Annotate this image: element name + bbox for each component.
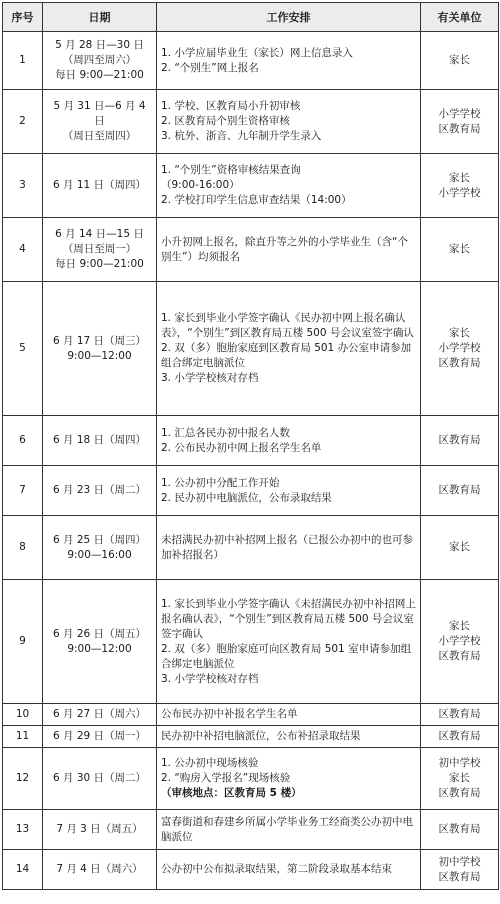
row-units-line: 区教育局 (438, 484, 481, 496)
row-tasks-line: 2. 区教育局个别生资格审核 (161, 115, 290, 127)
row-number: 10 (3, 704, 43, 726)
row-tasks-line: 富春街道和春建乡所属小学毕业务工经商类公办初中电脑派位 (161, 815, 413, 843)
row-tasks-line: 未招满民办初中补招网上报名（已报公办初中的也可参加补招报名） (161, 533, 413, 561)
row-units-line: 区教育局 (438, 823, 481, 835)
row-units-line: 小学学校 (438, 107, 481, 120)
row-tasks-line: 小升初网上报名，除直升等之外的小学毕业生（含“个别生”）均须报名 (161, 235, 408, 263)
row-date-line: 6 月 23 日（周二） (52, 484, 147, 496)
row-units (421, 810, 499, 850)
row-tasks-line: 2. 学校打印学生信息审查结果（14:00） (161, 194, 352, 206)
row-date-line: 7 月 3 日（周五） (56, 823, 143, 835)
row-units-line: 初中学校 (438, 855, 481, 868)
row-units-line: 家长 (449, 772, 470, 784)
row-date-line: 9:00—12:00 (67, 642, 132, 655)
row-date-line: 5 月 28 日—30 日 (55, 39, 144, 51)
row-units-line: 初中学校 (438, 757, 481, 769)
row-tasks (157, 90, 421, 154)
row-tasks-line: 公办初中公布拟录取结果，第二阶段录取基本结束 (161, 863, 392, 875)
row-tasks (157, 810, 421, 850)
row-tasks (157, 32, 421, 90)
row-number: 7 (3, 466, 43, 516)
row-tasks-line: 3. 小学学校核对存档 (161, 672, 259, 685)
row-date (43, 154, 157, 218)
row-units-line: 区教育局 (438, 730, 481, 742)
row-date (43, 218, 157, 282)
row-units-line: 小学学校 (438, 342, 481, 354)
row-tasks-line: 2. 双（多）胞胎家庭到区教育局 501 办公室申请参加组合绑定电脑派位 (161, 342, 412, 369)
row-date (43, 90, 157, 154)
row-number: 12 (3, 748, 43, 810)
row-date-line: 每日 9:00—21:00 (55, 258, 144, 270)
table-row (3, 218, 499, 282)
row-units (421, 90, 499, 154)
row-date-line: 7 月 4 日（周六） (56, 863, 143, 875)
row-date-line: 6 月 11 日（周四） (52, 179, 147, 191)
row-number: 6 (3, 416, 43, 466)
header-date: 日期 (43, 3, 157, 32)
table-row (3, 282, 499, 416)
row-units-line: 家长 (449, 541, 470, 553)
row-number: 4 (3, 218, 43, 282)
row-tasks (157, 704, 421, 726)
row-date-line: 6 月 30 日（周二） (52, 772, 147, 784)
row-number: 8 (3, 516, 43, 580)
row-units (421, 748, 499, 810)
row-tasks (157, 282, 421, 416)
row-tasks-line: 公布民办初中补报名学生名单 (161, 708, 298, 720)
row-units (421, 466, 499, 516)
row-tasks-line: 1. 学校、区教育局小升初审核 (161, 100, 301, 112)
row-units (421, 580, 499, 704)
row-tasks-line: 2. 双（多）胞胎家庭可向区教育局 501 室申请参加组合绑定电脑派位 (161, 642, 412, 670)
row-units-line: 家长 (449, 620, 470, 632)
row-date (43, 32, 157, 90)
row-date-line: 6 月 26 日（周五） (52, 627, 147, 640)
row-tasks-line: 3. 小学学校核对存档 (161, 372, 259, 384)
row-units-line: 区教育局 (438, 122, 481, 135)
row-tasks (157, 580, 421, 704)
row-units-line: 区教育局 (438, 357, 481, 369)
table-row (3, 726, 499, 748)
row-tasks-line: （9:00-16:00） (161, 179, 240, 191)
table-row (3, 90, 499, 154)
row-tasks-line: 1. 公办初中分配工作开始 (161, 476, 280, 489)
row-date-line: 5 月 31 日—6 月 4 日 (53, 100, 146, 127)
row-date (43, 416, 157, 466)
table-row (3, 810, 499, 850)
row-number: 1 (3, 32, 43, 90)
table-body (3, 32, 499, 890)
row-date-line: 6 月 25 日（周四） (52, 533, 147, 546)
row-tasks-line: 2. “购房入学报名”现场核验 (161, 772, 291, 784)
row-tasks-line: 1. 公办初中现场核验 (161, 757, 259, 769)
row-number: 11 (3, 726, 43, 748)
row-date-line: （周日至周四） (62, 130, 137, 142)
row-tasks-line: 1. 汇总各民办初中报名人数 (161, 426, 290, 439)
row-date-line: 6 月 17 日（周三） (52, 334, 147, 347)
row-date-line: 6 月 27 日（周六） (52, 708, 147, 720)
row-tasks-line: 3. 杭外、浙音、九年制升学生录入 (161, 130, 322, 142)
row-units-line: 区教育局 (438, 787, 481, 799)
row-units-line: 家长 (449, 54, 470, 66)
row-date (43, 850, 157, 890)
row-date-line: （周日至周一） (62, 243, 137, 255)
row-units-line: 家长 (449, 327, 470, 339)
row-units (421, 416, 499, 466)
row-tasks-line: （审核地点：区教育局 5 楼） (161, 787, 302, 799)
row-tasks-line: 2. 民办初中电脑派位，公布录取结果 (161, 491, 332, 504)
row-units-line: 区教育局 (438, 708, 481, 720)
header-no: 序号 (3, 3, 43, 32)
row-date (43, 704, 157, 726)
row-tasks (157, 218, 421, 282)
row-units (421, 154, 499, 218)
table-row (3, 580, 499, 704)
row-tasks (157, 748, 421, 810)
row-tasks-line: 2. “个别生”网上报名 (161, 61, 259, 74)
row-date (43, 282, 157, 416)
row-units-line: 小学学校 (438, 186, 481, 199)
row-units (421, 850, 499, 890)
row-tasks (157, 466, 421, 516)
header-units: 有关单位 (421, 3, 499, 32)
row-date (43, 580, 157, 704)
row-date (43, 748, 157, 810)
row-date (43, 516, 157, 580)
row-date (43, 726, 157, 748)
row-units (421, 218, 499, 282)
table-row (3, 416, 499, 466)
table-row (3, 32, 499, 90)
row-tasks (157, 726, 421, 748)
row-units-line: 区教育局 (438, 650, 481, 662)
row-date (43, 466, 157, 516)
row-units-line: 家长 (449, 243, 470, 255)
row-tasks-line: 1. 小学应届毕业生（家长）网上信息录入 (161, 46, 353, 59)
row-units-line: 小学学校 (438, 635, 481, 647)
row-number: 14 (3, 850, 43, 890)
row-tasks (157, 416, 421, 466)
row-number: 9 (3, 580, 43, 704)
row-date-line: 9:00—12:00 (67, 349, 132, 362)
row-date-line: （周四至周六） (62, 54, 137, 66)
row-units (421, 282, 499, 416)
header-row (3, 3, 499, 32)
row-number: 13 (3, 810, 43, 850)
row-tasks-line: 1. “个别生”资格审核结果查询 (161, 164, 301, 176)
row-units-line: 区教育局 (438, 870, 481, 883)
row-date (43, 810, 157, 850)
row-date-line: 每日 9:00—21:00 (55, 69, 144, 81)
table-row (3, 154, 499, 218)
row-units-line: 区教育局 (438, 434, 481, 446)
row-date-line: 6 月 14 日—15 日 (55, 228, 144, 240)
row-units (421, 516, 499, 580)
row-units (421, 704, 499, 726)
row-number: 5 (3, 282, 43, 416)
row-tasks (157, 516, 421, 580)
header-tasks: 工作安排 (157, 3, 421, 32)
table-row (3, 850, 499, 890)
row-units (421, 726, 499, 748)
row-tasks-line: 民办初中补招电脑派位，公布补招录取结果 (161, 730, 361, 742)
table-row (3, 704, 499, 726)
schedule-table (2, 2, 499, 890)
row-units (421, 32, 499, 90)
row-date-line: 9:00—16:00 (67, 548, 132, 561)
row-tasks-line: 1. 家长到毕业小学签字确认《未招满民办初中补招网上报名确认表》，“个别生”到区教育局五楼 500 号会议室签字确认 (161, 597, 416, 640)
row-tasks-line: 2. 公布民办初中网上报名学生名单 (161, 441, 322, 454)
row-tasks-line: 1. 家长到毕业小学签字确认《民办初中网上报名确认表》，“个别生”到区教育局五楼 500 号会议室签字确认 (161, 312, 414, 339)
table-row (3, 466, 499, 516)
row-units-line: 家长 (449, 171, 470, 184)
row-number: 3 (3, 154, 43, 218)
row-tasks (157, 850, 421, 890)
row-number: 2 (3, 90, 43, 154)
table-row (3, 748, 499, 810)
table-row (3, 516, 499, 580)
row-date-line: 6 月 29 日（周一） (52, 730, 147, 742)
row-date-line: 6 月 18 日（周四） (52, 434, 147, 446)
row-tasks (157, 154, 421, 218)
